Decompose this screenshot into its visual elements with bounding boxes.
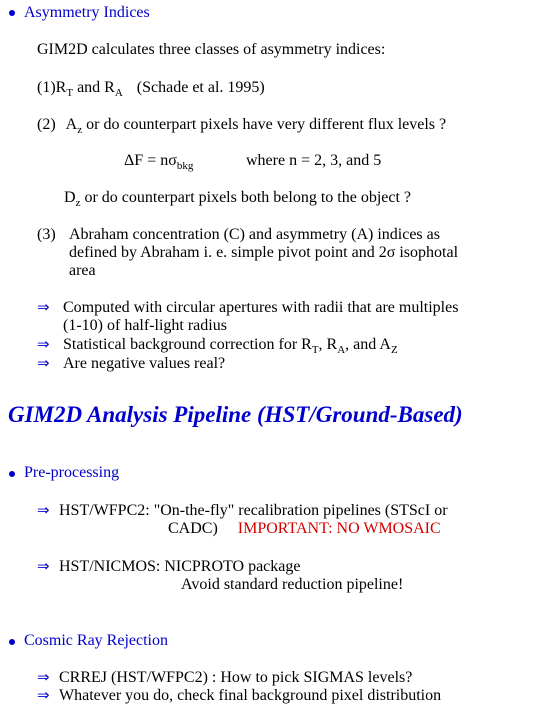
formula-lhs-subscript: bkg — [176, 160, 194, 172]
item-3-line-2: defined by Abraham i. e. simple pivot point and 2σ isophotal — [69, 244, 459, 261]
item-1-number: (1) — [37, 79, 56, 96]
arrow-icon: ⇒ — [37, 668, 50, 686]
rt-symbol: R — [55, 79, 67, 96]
wfpc2-line-1 — [37, 503, 448, 519]
arrow-icon: ⇒ — [37, 354, 50, 372]
note-2-az: , and A — [345, 336, 391, 353]
section-title-cosmic-ray: Cosmic Ray Rejection — [24, 632, 168, 649]
note-2-text: Statistical background correction for R — [63, 336, 312, 353]
arrow-icon: ⇒ — [37, 501, 50, 519]
dz-symbol: D — [64, 189, 76, 206]
note-2-sub-z: Z — [390, 344, 398, 356]
bullet-icon — [9, 471, 15, 477]
note-1 — [37, 300, 458, 316]
item-2-number: (2) — [37, 116, 56, 133]
item-3-line-1: Abraham concentration (C) and asymmetry (A) indices as — [69, 226, 440, 243]
dz-text: or do counterpart pixels both belong to the object ? — [84, 189, 412, 206]
formula — [124, 152, 194, 172]
wfpc2-line-2 — [168, 521, 441, 537]
item-2 — [37, 116, 447, 136]
az-symbol: A — [65, 116, 78, 133]
wfpc2-text: HST/WFPC2: "On-the-fly" recalibration pipelines (STScI or — [59, 502, 448, 519]
background-line — [37, 688, 441, 704]
bullet-icon — [9, 639, 15, 645]
note-2-sub-t: T — [311, 344, 319, 356]
crrej-line — [37, 670, 412, 686]
note-2-ra: , R — [318, 336, 338, 353]
note-2-sub-a: A — [337, 344, 346, 356]
arrow-icon: ⇒ — [37, 335, 50, 353]
section-title-preprocessing: Pre-processing — [24, 464, 120, 481]
dz-line — [64, 189, 412, 209]
rt-subscript: T — [66, 87, 74, 99]
item-3-line-3: area — [69, 262, 96, 279]
note-2 — [37, 335, 398, 356]
bullet-icon — [9, 10, 15, 16]
formula-lhs: ΔF = nσ — [124, 152, 177, 169]
arrow-icon: ⇒ — [37, 298, 50, 316]
note-1-line-2: (1-10) of half-light radius — [63, 317, 227, 334]
dz-subscript: z — [75, 197, 81, 209]
arrow-icon: ⇒ — [37, 557, 50, 575]
item-2-text: or do counterpart pixels have very different flux levels ? — [86, 116, 447, 133]
important-warning: IMPORTANT: NO WMOSAIC — [237, 520, 441, 537]
crrej-text: CRREJ (HST/WFPC2) : How to pick SIGMAS levels? — [59, 669, 413, 686]
az-subscript: z — [77, 124, 83, 136]
formula-rhs: where n = 2, 3, and 5 — [246, 152, 382, 169]
section-title-asymmetry: Asymmetry Indices — [24, 4, 150, 21]
and-word: and — [77, 79, 101, 96]
cadc-text: CADC) — [168, 520, 218, 537]
reference: (Schade et al. 1995) — [136, 79, 265, 96]
nicmos-text: HST/NICMOS: NICPROTO package — [59, 558, 301, 575]
arrow-icon: ⇒ — [37, 686, 50, 704]
background-text: Whatever you do, check final background pixel distribution — [59, 687, 442, 704]
note-1-line-1: Computed with circular apertures with radii that are multiples — [63, 299, 459, 316]
ra-subscript: A — [114, 87, 123, 99]
intro-text: GIM2D calculates three classes of asymmetry indices: — [37, 41, 386, 58]
pipeline-heading: GIM2D Analysis Pipeline (HST/Ground-Based) — [8, 402, 463, 427]
nicmos-line-2: Avoid standard reduction pipeline! — [181, 576, 404, 593]
item-3-number: (3) — [37, 226, 56, 243]
note-3-text: Are negative values real? — [63, 355, 226, 372]
nicmos-line-1 — [37, 559, 300, 575]
note-3 — [37, 356, 225, 372]
item-1 — [37, 79, 265, 99]
ra-symbol: R — [104, 79, 115, 96]
